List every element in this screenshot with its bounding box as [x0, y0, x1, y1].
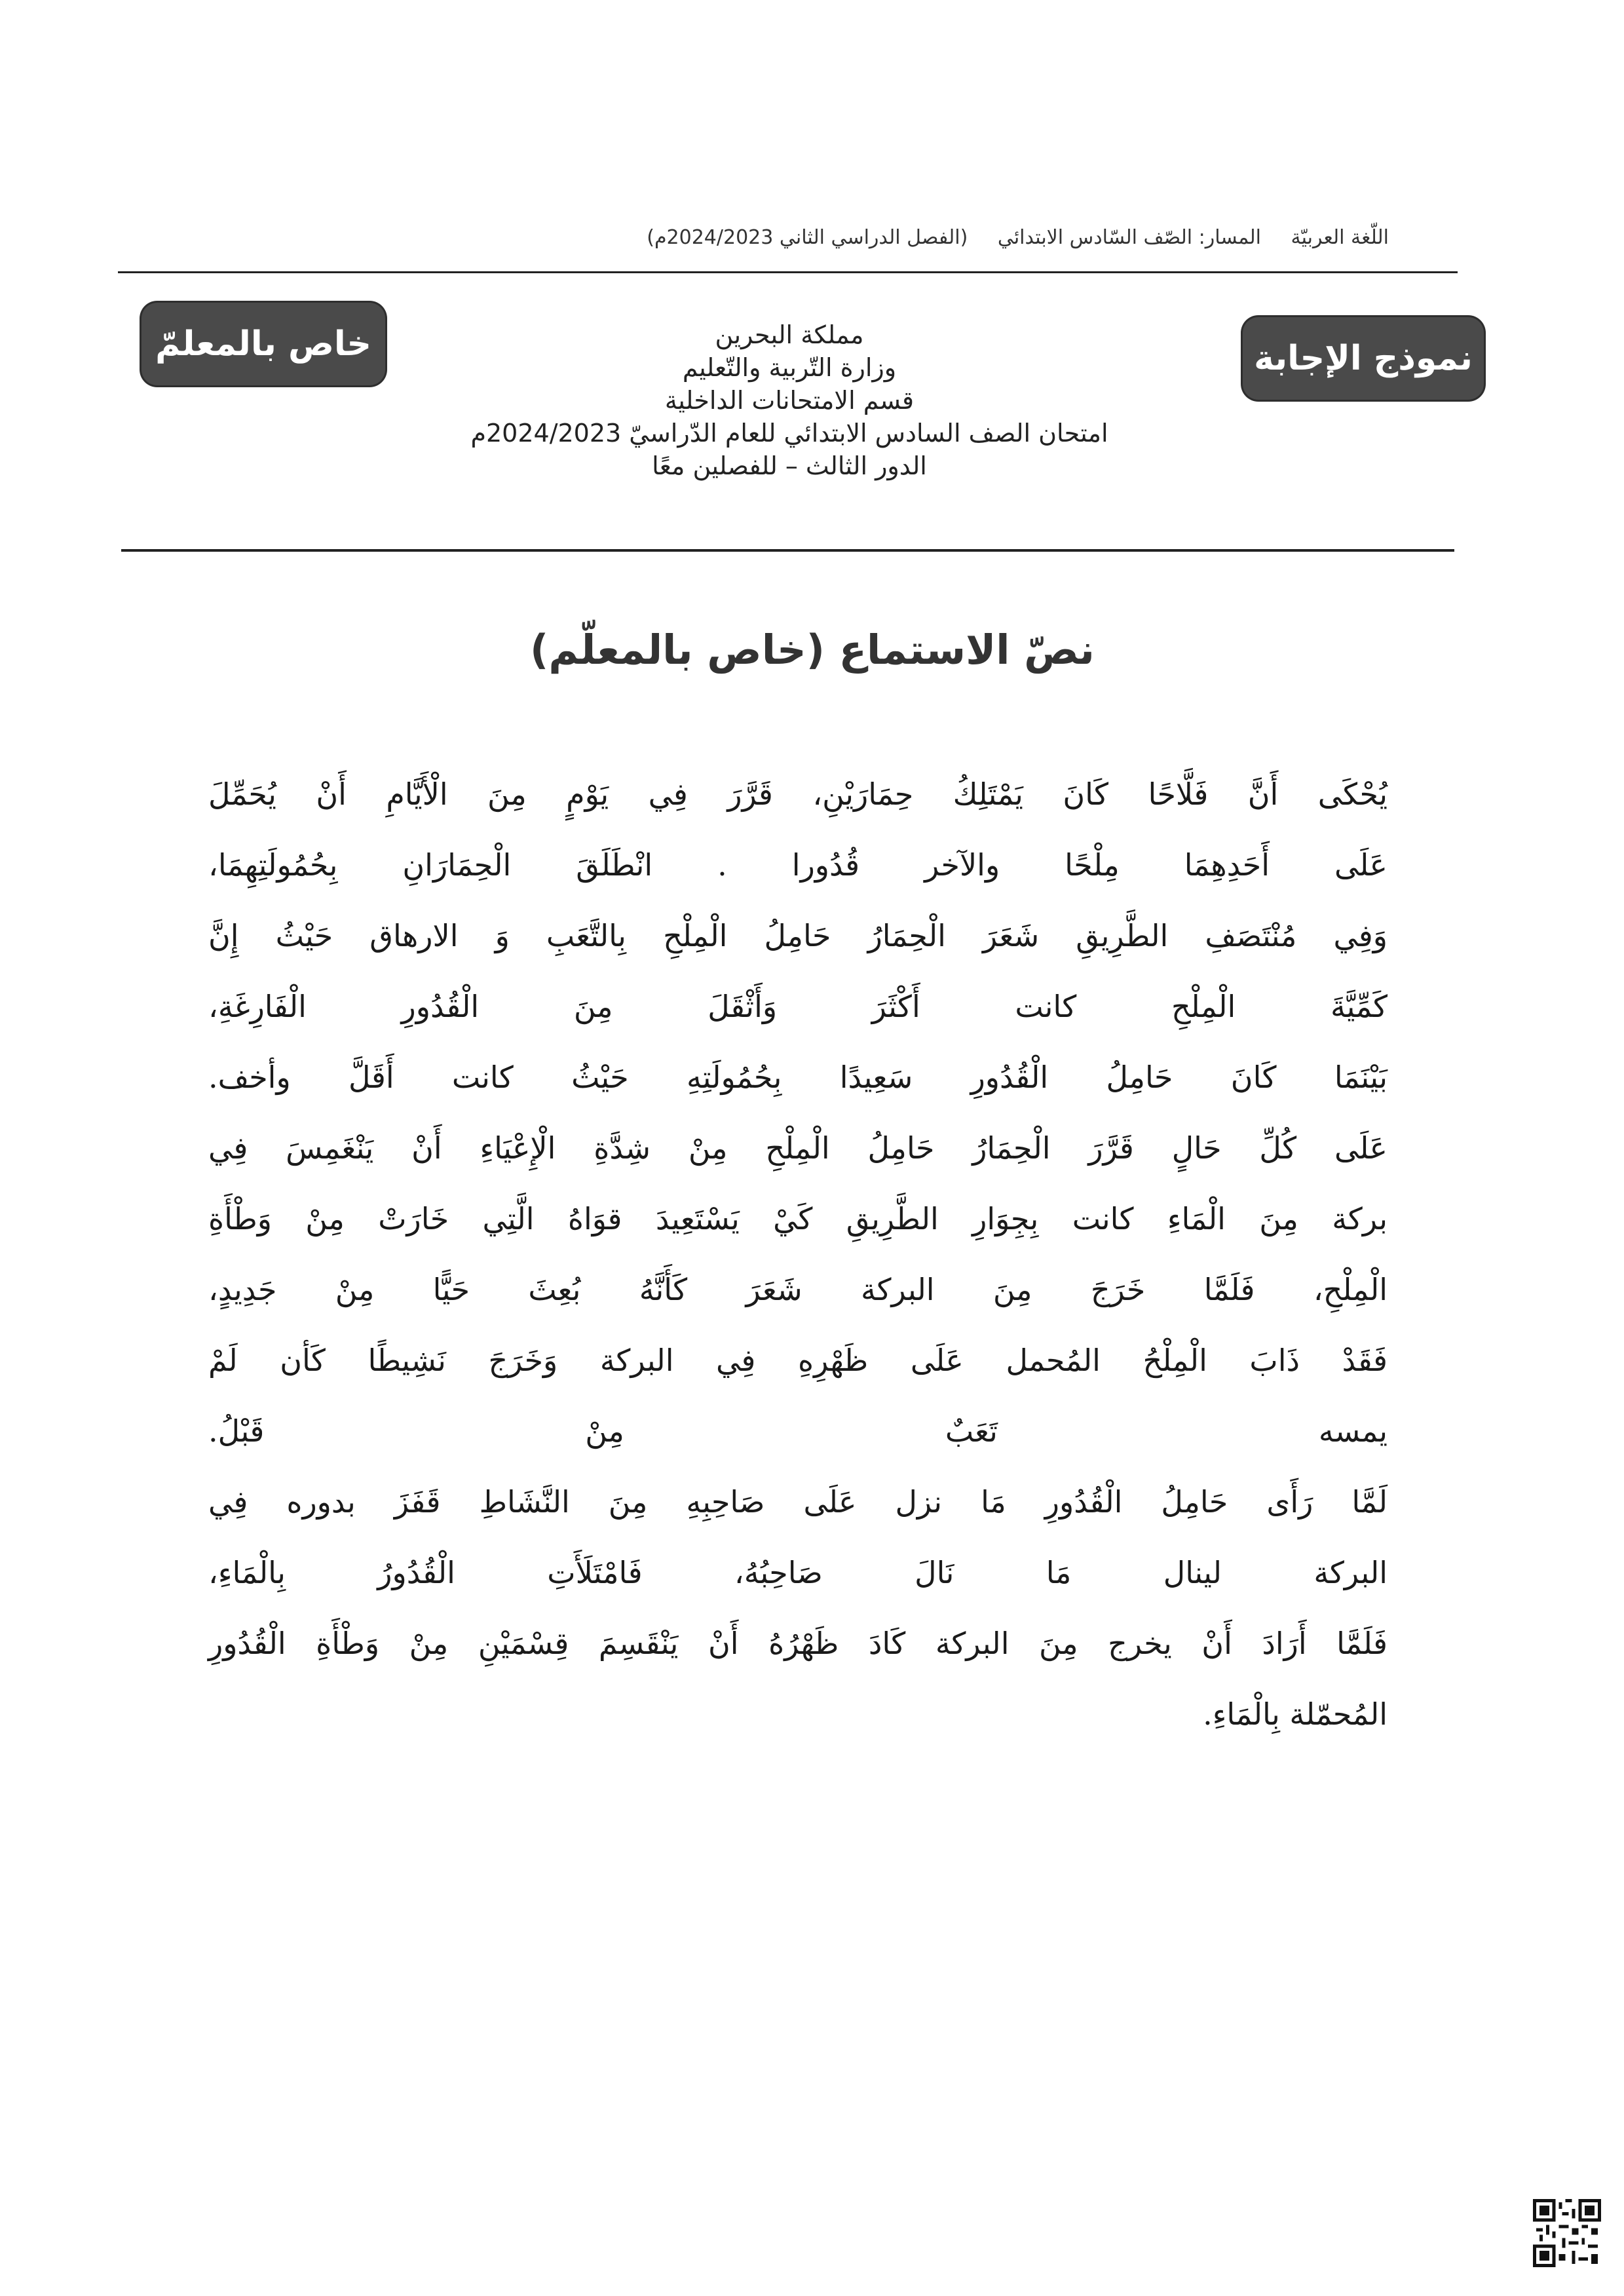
- qr-code-icon: [1533, 2199, 1601, 2267]
- department-name: قسم الامتحانات الداخلية: [664, 386, 915, 415]
- teacher-only-badge: خاص بالمعلمّ: [142, 303, 385, 385]
- passage-line: بركة مِنَ الْمَاءِ كانت بِجِوَارِ الطَّرِيقِ كَيْ يَسْتَعِيدَ قوَاهُ الَّتِي خَارَتْ مِنْ وَطْأَةِ: [208, 1201, 1388, 1236]
- passage-line: يمسه تَعَبٌ مِنْ قَبْلُ.: [208, 1413, 1388, 1449]
- passage-line: وَفِي مُنْتَصَفِ الطَّرِيقِ شَعَرَ الْحِمَارُ حَامِلُ الْمِلْحِ بِالتَّعَبِ وَ الارهاق حَيْثُ إِنَّ: [208, 918, 1388, 953]
- listening-passage: [208, 759, 1388, 1750]
- running-header-subject: اللّغة العربيّة: [1291, 226, 1389, 249]
- top-divider: [118, 271, 1458, 273]
- running-header-term: (الفصل الدراسي الثاني 2024/2023م): [647, 226, 968, 249]
- passage-line: عَلَى كُلِّ حَالٍ قَرَّرَ الْحِمَارُ حَامِلُ الْمِلْحِ مِنْ شِدَّةِ الْإِعْيَاءِ أَنْ يَنْغَمِسَ فِي: [208, 1130, 1388, 1166]
- passage-line: فَلَمَّا أَرَادَ أَنْ يخرج مِنَ البركة كَادَ ظَهْرُهُ أَنْ يَنْقَسِمَ قِسْمَيْنِ مِنْ وَطْأَةِ الْقُدُورِ: [208, 1626, 1388, 1661]
- passage-line: يُحْكَى أَنَّ فَلَّاحًا كَانَ يَمْتَلِكُ حِمَارَيْنِ، قَرَّرَ فِي يَوْمٍ مِنَ الْأَيَّامِ أَنْ يُحَمِّلَ: [208, 776, 1388, 812]
- header-divider: [121, 549, 1454, 552]
- passage-line: فَقَدْ ذَابَ الْمِلْحُ المُحمل عَلَى ظَهْرِهِ فِي البركة وَخَرَجَ نَشِيطًا كَأن لَمْ: [208, 1343, 1388, 1378]
- exam-round: الدور الثالث – للفصلين معًا: [652, 451, 927, 480]
- running-header-track: المسار: الصّف السّادس الابتدائي: [997, 226, 1261, 249]
- answer-model-badge: نموذج الإجابة: [1243, 317, 1484, 400]
- kingdom-name: مملكة البحرين: [715, 320, 864, 349]
- passage-line: بَيْنَمَا كَانَ حَامِلُ الْقُدُورِ سَعِيدًا بِحُمُولَتِهِ حَيْثُ كانت أَقَلَّ وأخف.: [208, 1060, 1388, 1095]
- exam-header: [419, 318, 1160, 482]
- ministry-name: وزارة التّربية والتّعليم: [682, 353, 897, 382]
- exam-name: امتحان الصف السادس الابتدائي للعام الدّراسيّ 2024/2023م: [470, 419, 1108, 448]
- passage-line: لَمَّا رَأَى حَامِلُ الْقُدُورِ مَا نزل عَلَى صَاحِبِهِ مِنَ النَّشَاطِ قَفَزَ بدوره فِي: [208, 1484, 1388, 1520]
- passage-line: المُحمّلة بِالْمَاءِ.: [1203, 1696, 1388, 1732]
- passage-line: كَمِّيَّةَ الْمِلْحِ كانت أَكْثَرَ وَأَثْقَلَ مِنَ الْقُدُورِ الْفَارِغَةِ،: [208, 989, 1388, 1024]
- passage-line: عَلَى أَحَدِهِمَا مِلْحًا والآخر قُدُورا . انْطَلَقَ الْحِمَارَانِ بِحُمُولَتِهِمَا،: [208, 847, 1388, 883]
- page-title: نصّ الاستماع (خاص بالمعلّم): [530, 626, 1095, 674]
- passage-line: البركة لينال مَا نَالَ صَاحِبُهُ، فَامْتَلَأَتِ الْقُدُورُ بِالْمَاءِ،: [208, 1555, 1388, 1590]
- passage-line: الْمِلْحِ، فَلَمَّا خَرَجَ مِنَ البركة شَعَرَ كَأَنَّهُ بُعِثَ حَيًّا مِنْ جَدِيدٍ،: [208, 1272, 1388, 1307]
- running-header: [616, 226, 1389, 249]
